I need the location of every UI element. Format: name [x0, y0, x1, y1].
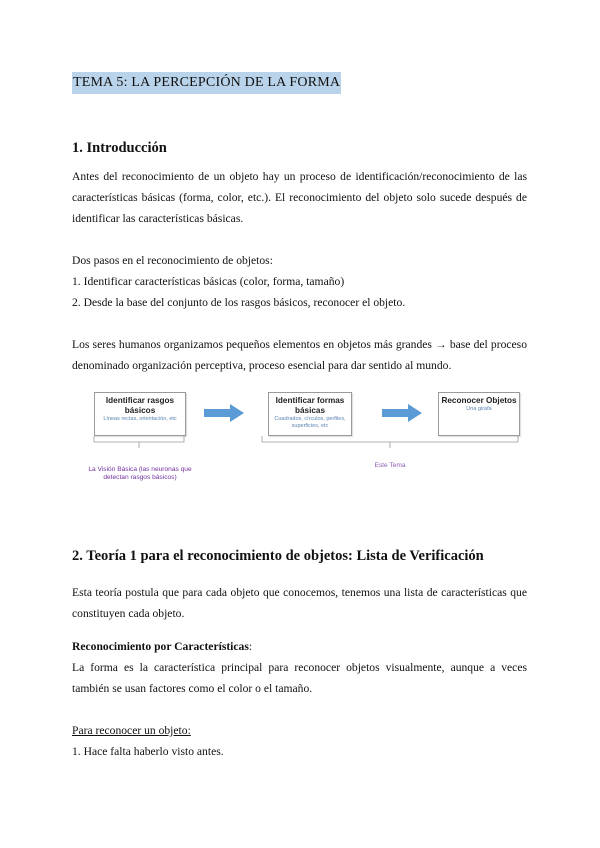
box1-subtitle: Líneas rectas, orientación, etc — [103, 416, 177, 422]
recognize-block — [72, 720, 527, 762]
caption-this-topic: Este Tema — [374, 462, 406, 469]
steps-block — [72, 250, 527, 313]
section-heading-introduccion: 1. Introducción — [72, 140, 167, 156]
step-1: 1. Identificar características básicas (color, forma, tamaño) — [72, 275, 345, 288]
intro-text: Antes del reconocimiento de un objeto hay un proceso de identificación/reconocimiento de las características básicas (forma, color, etc.). El reconocimiento del objeto solo sucede después de identificar las características básicas. — [72, 170, 527, 225]
box3-title: Reconocer Objetos — [441, 396, 517, 405]
box-identify-basic-features — [94, 392, 186, 436]
step-2: 2. Desde la base del conjunto de los rasgos básicos, reconocer el objeto. — [72, 296, 406, 309]
features-heading-label: Reconocimiento por Características — [72, 640, 249, 653]
features-heading-colon: : — [248, 640, 253, 653]
section-heading-teoria-1: 2. Teoría 1 para el reconocimiento de objetos: Lista de Verificación — [72, 548, 484, 564]
box2-title: Identificar formas básicas — [275, 396, 345, 415]
box2-subtitle: Cuadrados, círculos, perfiles, superficies, etc — [274, 416, 346, 429]
features-block — [72, 636, 527, 699]
box1-title: Identificar rasgos básicos — [105, 396, 175, 415]
features-heading — [72, 636, 527, 657]
features-text: La forma es la característica principal para reconocer objetos visualmente, aunque a veces también se usan factores como el color o el tamaño. — [72, 661, 527, 695]
grouping-brackets — [90, 434, 520, 450]
steps-intro: Dos pasos en el reconocimiento de objetos: — [72, 254, 273, 267]
checklist-text: Esta teoría postula que para cada objeto que conocemos, tenemos una lista de características que constituyen cada objeto. — [72, 586, 527, 620]
recognize-item-1: 1. Hace falta haberlo visto antes. — [72, 745, 224, 758]
organization-text: Los seres humanos organizamos pequeños elementos en objetos más grandes → base del proceso denominado organización perceptiva, proceso esencial para dar sentido al mundo. — [72, 338, 527, 372]
arrow-right-icon — [382, 404, 422, 422]
box3-subtitle: Una girafa — [466, 406, 492, 412]
recognition-diagram — [90, 382, 520, 502]
caption-basic-vision: La Visión Básica (las neuronas que detectan rasgos básicos) — [88, 466, 192, 481]
page-title: TEMA 5: LA PERCEPCIÓN DE LA FORMA — [72, 72, 341, 94]
box-identify-basic-shapes — [268, 392, 352, 436]
organization-paragraph — [72, 334, 527, 376]
checklist-paragraph — [72, 582, 527, 624]
arrow-right-icon — [204, 404, 244, 422]
box-recognize-objects — [438, 392, 520, 436]
recognize-label: Para reconocer un objeto: — [72, 724, 191, 737]
intro-paragraph — [72, 166, 527, 229]
